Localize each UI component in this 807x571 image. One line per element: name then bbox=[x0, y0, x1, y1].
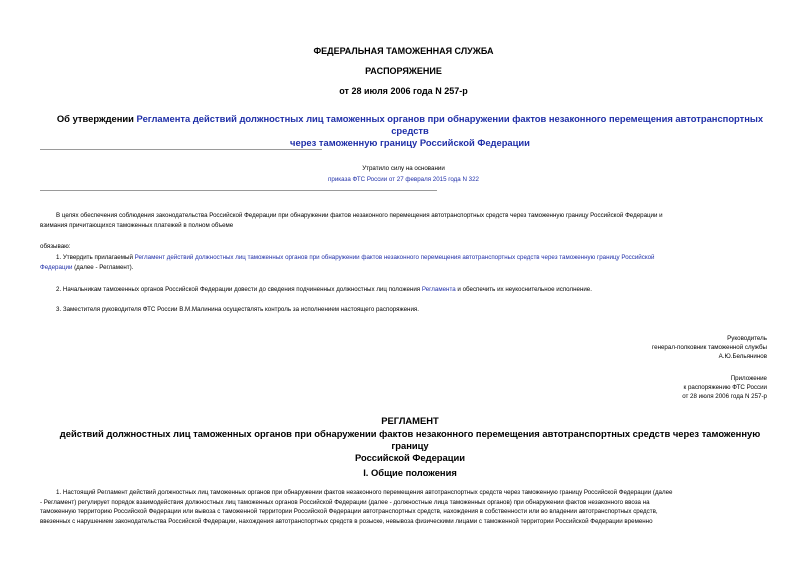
regulation-subtitle: действий должностных лиц таможенных органов при обнаружении фактов незаконного перемещения автотранспортных средств через таможенную границу Российской Федерации bbox=[59, 428, 761, 463]
obliges-label: обязываю: bbox=[40, 243, 71, 250]
regulation-link[interactable]: Регламент действий должностных лиц таможенных органов при обнаружении фактов незаконного перемещения автотранспортных средств через таможенную границу Российской bbox=[134, 254, 655, 261]
document-type: РАСПОРЯЖЕНИЕ bbox=[365, 66, 442, 76]
regulation-ref-link[interactable]: Регламента bbox=[421, 286, 456, 293]
regulation-title-link-cont[interactable]: через таможенную границу Российской Федерации bbox=[290, 137, 530, 148]
item-2: 2. Начальникам таможенных органов Российской Федерации довести до сведения подчиненных должностных лиц положения Регламента и обеспечить их неукоснительное исполнение. bbox=[56, 286, 592, 293]
preamble: В целях обеспечения соблюдения законодательства Российской Федерации при обнаружении фактов незаконного перемещения автотранспортных средств через таможенную границу Российской Федерации и взимания причитающихся таможенных платежей в полном объеме bbox=[40, 212, 663, 229]
appendix-block: Приложение к распоряжению ФТС России от 28 июля 2006 года N 257-р bbox=[682, 375, 767, 400]
divider-bottom bbox=[40, 190, 437, 191]
paragraph-1: 1. Настоящий Регламент действий должностных лиц таможенных органов при обнаружении фактов незаконного перемещения автотранспортных средств через таможенную границу Российской Федерации (далее - Регламент) регулирует порядок взаимодействия должностных лиц таможенных органов Российской Федерации (далее - должностные лица таможенных органов) при обнаружении фактов незаконного ввоза на таможенную территорию Российской Федерации или вывоза с таможенной территории Российской Федерации автотранспортных средств, нахождения в собственности или во владении автотранспортных средств, ввезенных с нарушением законодательства Российской Федерации, нахождения автотранспортных средств в розыске, невывоза физическими лицами с таможенной территории Российской Федерации временно bbox=[40, 489, 673, 525]
document-title bbox=[40, 113, 780, 149]
divider-top bbox=[40, 149, 322, 150]
signature-block: Руководитель генерал-полковник таможенной службы А.Ю.Бельянинов bbox=[652, 335, 767, 360]
agency-name: ФЕДЕРАЛЬНАЯ ТАМОЖЕННАЯ СЛУЖБА bbox=[313, 46, 494, 56]
title-prefix: Об утверждении bbox=[56, 113, 137, 124]
section-heading: I. Общие положения bbox=[363, 467, 457, 478]
regulation-heading: РЕГЛАМЕНТ bbox=[381, 415, 439, 426]
item-3: 3. Заместителя руководителя ФТС России В.М.Малинина осуществлять контроль за исполнением настоящего распоряжения. bbox=[56, 306, 420, 313]
regulation-link-cont[interactable]: Федерации bbox=[40, 263, 73, 271]
document-date-number: от 28 июля 2006 года N 257-р bbox=[339, 86, 468, 96]
status-text: Утратило силу на основании bbox=[362, 165, 445, 172]
repeal-order-link[interactable]: приказа ФТС России от 27 февраля 2015 года N 322 bbox=[328, 176, 479, 183]
regulation-title-link[interactable]: Регламента действий должностных лиц таможенных органов при обнаружении фактов незаконного перемещения автотранспортных средств bbox=[136, 113, 764, 136]
item-1: 1. Утвердить прилагаемый Регламент действий должностных лиц таможенных органов при обнаружении фактов незаконного перемещения автотранспортных средств через таможенную границу Российской Федерации (далее - Регламент). bbox=[40, 254, 655, 271]
